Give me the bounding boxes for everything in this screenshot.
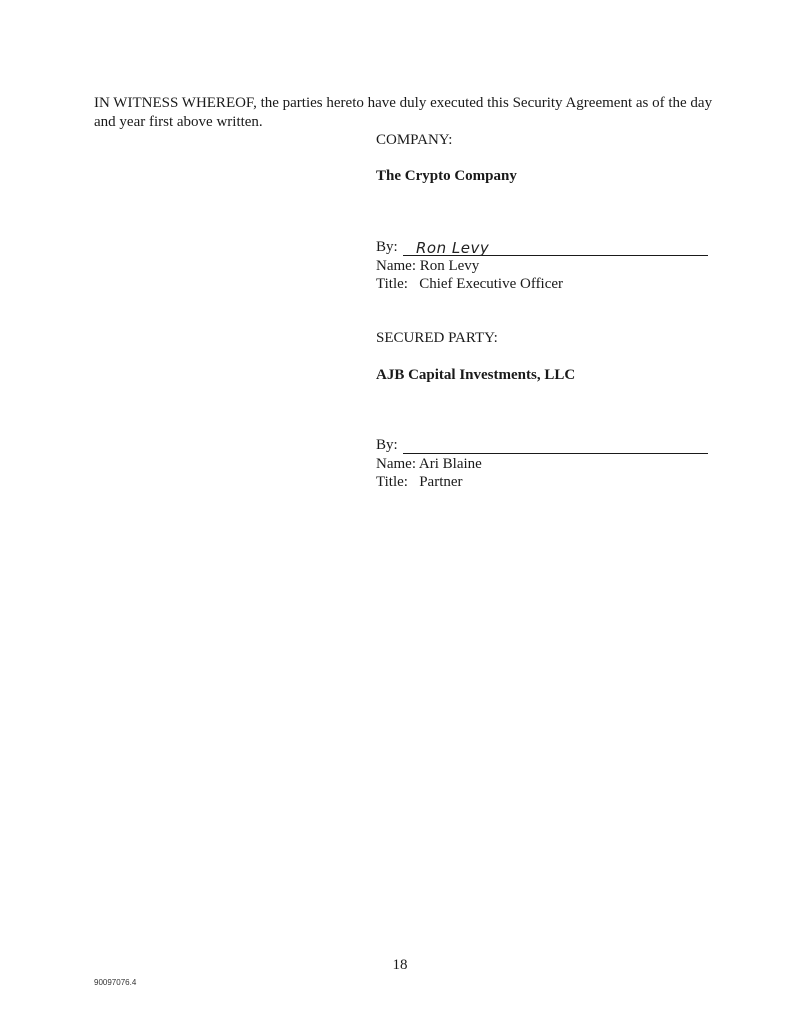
document-id: 90097076.4	[94, 978, 137, 987]
secured-party-label: SECURED PARTY:	[376, 330, 498, 346]
secured-party-by-label: By:	[376, 437, 398, 453]
secured-party-signature-line	[376, 434, 708, 456]
company-by-label: By:	[376, 239, 398, 255]
secured-party-signatory-name: Name: Ari Blaine	[376, 456, 482, 472]
secured-party-name: AJB Capital Investments, LLC	[376, 367, 576, 383]
company-handwritten-signature: Ron Levy	[416, 239, 490, 257]
company-signatory-title: Title: Chief Executive Officer	[376, 276, 564, 292]
witness-clause: IN WITNESS WHEREOF, the parties hereto have duly executed this Security Agreement as of the day and year first above written.	[94, 95, 713, 130]
company-label: COMPANY:	[376, 132, 453, 148]
company-name: The Crypto Company	[376, 168, 517, 184]
secured-party-signature-rule	[403, 453, 708, 454]
secured-party-signatory-title: Title: Partner	[376, 474, 463, 490]
page-number: 18	[392, 957, 408, 973]
company-signature-line	[376, 236, 708, 258]
company-signatory-name: Name: Ron Levy	[376, 258, 480, 274]
